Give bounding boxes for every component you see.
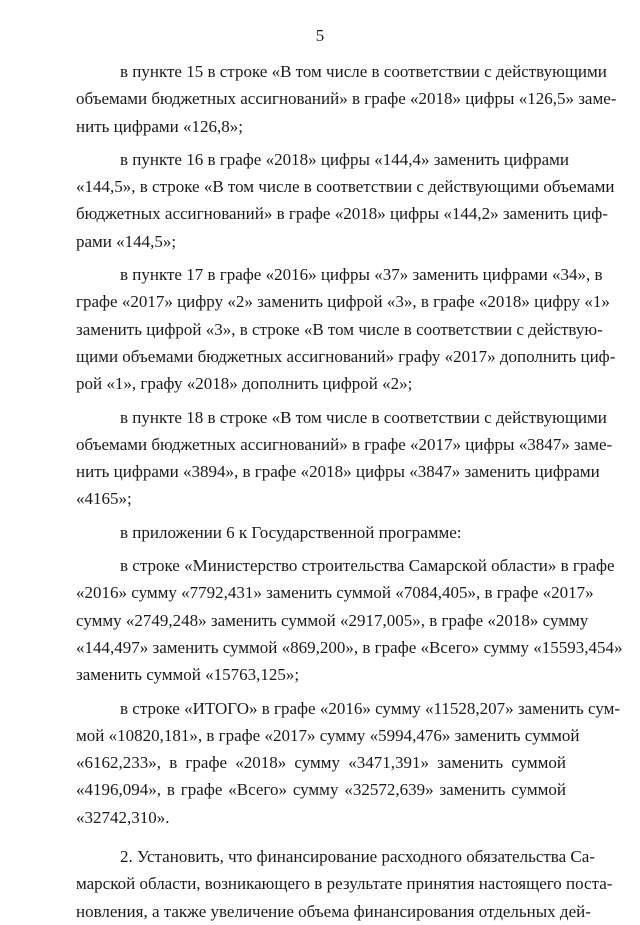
text-line: 2. Установить, что финансирование расходного обязательства Са- [120,847,595,867]
text-line: «144,5», в строке «В том числе в соответствии с действующими объемами [76,177,615,197]
text-line: в приложении 6 к Государственной программе: [120,522,462,542]
text-line: заменить цифрой «3», в строке «В том числе в соответствии с действую- [76,319,603,339]
text-line: мой «10820,181», в графе «2017» сумму «5994,476» заменить суммой [76,725,580,745]
paragraph [76,58,617,140]
text-line: объемами бюджетных ассигнований» в графе «2017» цифры «3847» заме- [76,434,613,454]
text-line: объемами бюджетных ассигнований» в графе «2018» цифры «126,5» заме- [76,89,617,109]
text-line: в пункте 17 в графе «2016» цифры «37» заменить цифрами «34», в [120,265,603,285]
text-line: щими объемами бюджетных ассигнований» графу «2017» дополнить циф- [76,346,616,366]
text-line: в строке «ИТОГО» в графе «2016» сумму «11528,207» заменить сум- [120,698,621,718]
text-line: нить цифрами «3894», в графе «2018» цифры «3847» заменить цифрами [76,462,600,482]
text-line: нить цифрами «126,8»; [76,116,243,136]
text-line: новления, а также увеличение объема финансирования отдельных дей- [76,901,591,921]
text-line: «144,497» заменить суммой «869,200», в графе «Всего» сумму «15593,454» [76,637,623,657]
text-line: в строке «Министерство строительства Самарской области» в графе [120,556,615,576]
text-line: «6162,233», в графе «2018» сумму «3471,391» заменить суммой [76,753,566,773]
text-line: «2016» сумму «7792,431» заменить суммой «7084,405», в графе «2017» [76,583,594,603]
text-line: в пункте 16 в графе «2018» цифры «144,4» заменить цифрами [120,149,570,169]
paragraph [76,552,623,688]
page-number: 5 [315,26,325,45]
paragraph [76,519,566,546]
text-line: бюджетных ассигнований» в графе «2018» цифры «144,2» заменить циф- [76,204,608,224]
text-line: в пункте 15 в строке «В том числе в соответствии с действующими [120,62,607,81]
text-line: «4196,094», в графе «Всего» сумму «32572,639» заменить суммой [76,780,566,800]
paragraph [76,404,613,513]
paragraph [76,843,613,925]
text-line: «4165»; [76,489,132,509]
text-line: графе «2017» цифру «2» заменить цифрой «3», в графе «2018» цифру «1» [76,292,610,312]
paragraph [76,146,615,255]
text-line: в пункте 18 в строке «В том числе в соответствии с действующими [120,407,607,427]
text-line: рами «144,5»; [76,231,177,251]
paragraph [76,695,621,831]
text-line: сумму «2749,248» заменить суммой «2917,005», в графе «2018» сумму [76,610,589,630]
paragraph [76,261,616,397]
text-line: заменить суммой «15763,125»; [76,665,300,685]
document-body [76,52,623,925]
text-line: марской области, возникающего в результате принятия настоящего поста- [76,874,613,894]
text-line: «32742,310». [76,807,170,827]
text-line: рой «1», графу «2018» дополнить цифрой «2»; [76,374,413,394]
